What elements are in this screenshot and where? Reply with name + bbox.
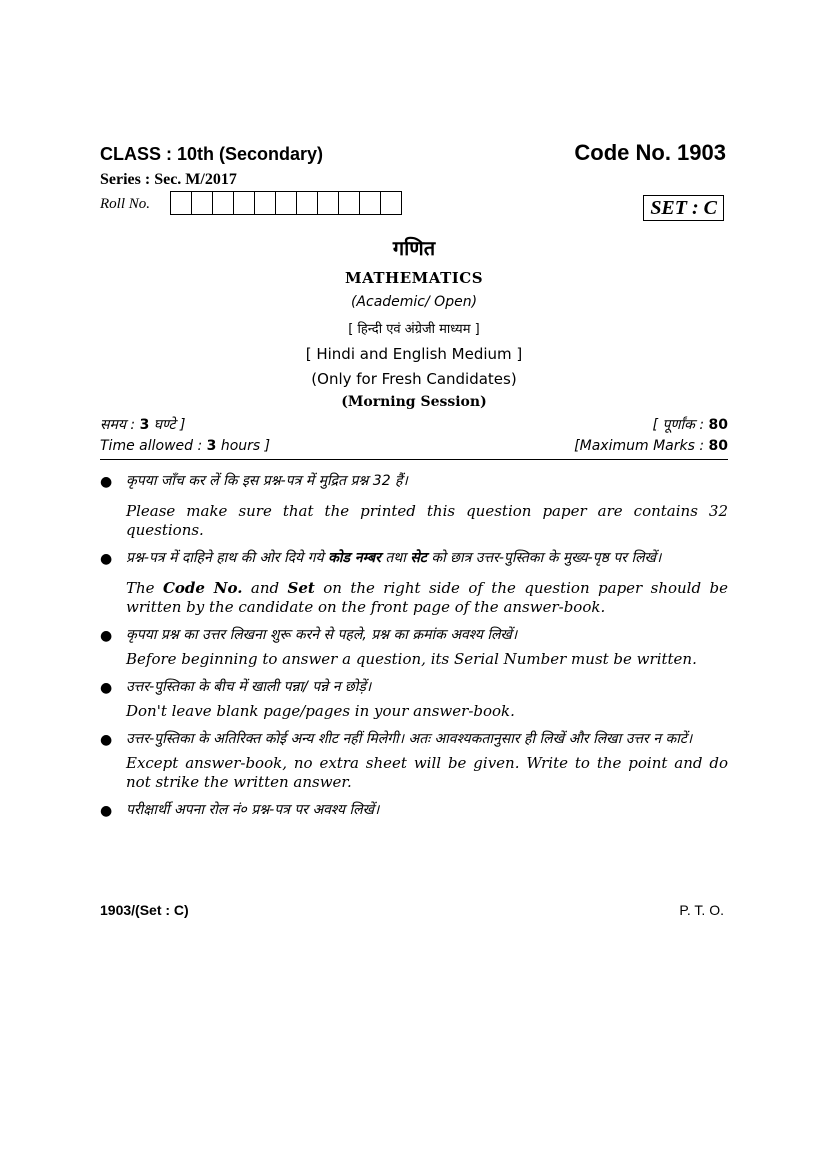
instruction-hindi: उत्तर-पुस्तिका के अतिरिक्त कोई अन्य शीट नहीं मिलेगी। अतः आवश्यकतानुसार ही लिखें और लिखा उत्तर न काटें। xyxy=(126,731,693,747)
candidate-type: (Only for Fresh Candidates) xyxy=(311,370,517,388)
roll-number-label: Roll No. xyxy=(100,196,151,212)
instruction-item xyxy=(100,729,728,792)
bullet-icon: ● xyxy=(100,680,113,696)
medium-english: [ Hindi and English Medium ] xyxy=(305,345,523,363)
bullet-icon: ● xyxy=(100,628,113,644)
roll-box xyxy=(213,192,234,214)
subject-title-english: MATHEMATICS xyxy=(344,269,484,287)
instruction-hindi: प्रश्न-पत्र में दाहिने हाथ की ओर दिये गये कोड नम्बर तथा सेट को छात्र उत्तर-पुस्तिका के मुख्य-पृष्ठ पर लिखें। xyxy=(126,550,662,566)
instruction-item xyxy=(100,548,728,617)
roll-box xyxy=(255,192,276,214)
divider xyxy=(100,459,728,460)
code-number: Code No. 1903 xyxy=(574,140,726,165)
roll-box xyxy=(234,192,255,214)
instructions-list xyxy=(100,471,728,829)
set-badge: SET : C xyxy=(643,195,724,221)
instruction-hindi: परीक्षार्थी अपना रोल नं० प्रश्न-पत्र पर अवश्य लिखें। xyxy=(126,802,380,818)
roll-box xyxy=(381,192,401,214)
subject-type: (Academic/ Open) xyxy=(350,294,478,310)
roll-box xyxy=(339,192,360,214)
roll-box xyxy=(297,192,318,214)
instruction-english: The Code No. and Set on the right side of the question paper should be written by the candidate on the front page of the answer-book. xyxy=(126,579,728,616)
roll-box xyxy=(360,192,381,214)
instruction-english: Please make sure that the printed this question paper are contains 32 questions. xyxy=(126,502,728,539)
footer-code: 1903/(Set : C) xyxy=(100,902,189,918)
roll-box xyxy=(318,192,339,214)
instruction-english: Except answer-book, no extra sheet will be given. Write to the point and do not strike the written answer. xyxy=(126,754,728,791)
time-row-hindi xyxy=(100,415,728,434)
instruction-english: Before beginning to answer a question, its Serial Number must be written. xyxy=(126,650,697,668)
bullet-icon: ● xyxy=(100,732,113,748)
time-allowed-english: Time allowed : 3 hours ] xyxy=(100,438,271,454)
medium-hindi: [ हिन्दी एवं अंग्रेजी माध्यम ] xyxy=(348,322,480,337)
instruction-item xyxy=(100,800,728,821)
roll-box xyxy=(276,192,297,214)
series-label: Series : Sec. M/2017 xyxy=(100,171,237,188)
bullet-icon: ● xyxy=(100,551,113,567)
roll-box xyxy=(192,192,213,214)
instruction-hindi: कृपया प्रश्न का उत्तर लिखना शुरू करने से पहले, प्रश्न का क्रमांक अवश्य लिखें। xyxy=(126,627,518,643)
bullet-icon: ● xyxy=(100,803,113,819)
instruction-item xyxy=(100,471,728,540)
instruction-hindi: कृपया जाँच कर लें कि इस प्रश्न-पत्र में मुद्रित प्रश्न 32 हैं। xyxy=(126,473,408,489)
session-label: (Morning Session) xyxy=(341,394,487,410)
subject-title-hindi: गणित xyxy=(392,236,436,260)
max-marks-hindi: [ पूर्णांक : 80 xyxy=(652,417,728,433)
class-label: CLASS : 10th (Secondary) xyxy=(100,144,324,164)
instruction-hindi: उत्तर-पुस्तिका के बीच में खाली पन्ना/ पन्ने न छोड़ें। xyxy=(126,679,372,695)
footer-pto: P. T. O. xyxy=(679,902,724,918)
instruction-english: Don't leave blank page/pages in your answer-book. xyxy=(126,702,515,720)
time-row-english xyxy=(100,438,728,454)
bullet-icon: ● xyxy=(100,474,113,490)
time-allowed-hindi: समय : 3 घण्टे ] xyxy=(100,417,186,433)
instruction-item xyxy=(100,625,728,669)
roll-number-boxes xyxy=(170,191,402,215)
roll-box xyxy=(171,192,192,214)
max-marks-english: [Maximum Marks : 80 xyxy=(574,438,728,454)
instruction-item xyxy=(100,677,728,721)
